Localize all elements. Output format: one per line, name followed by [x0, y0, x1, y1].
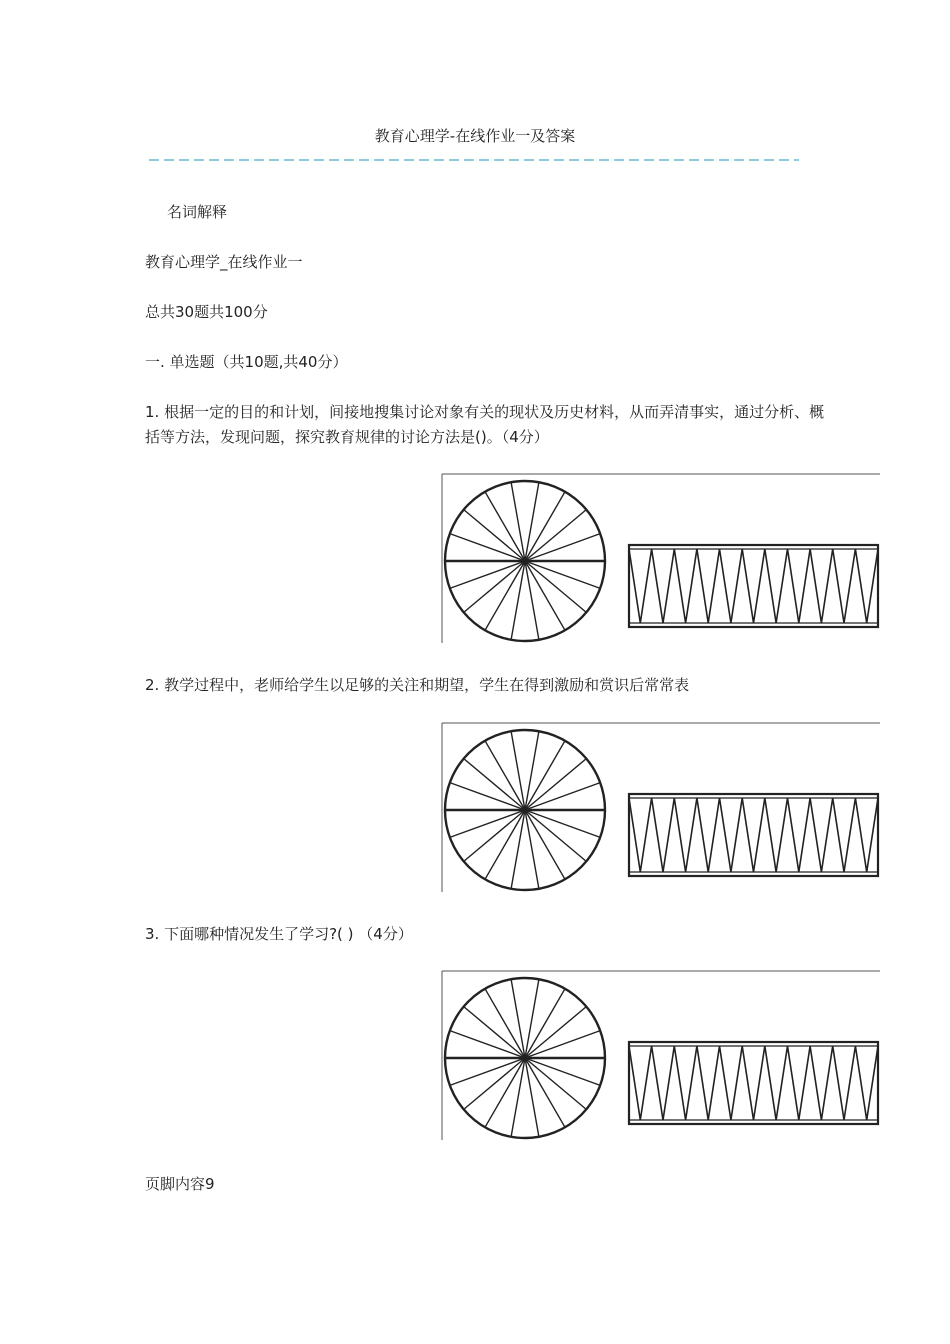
wheel-spoke: [525, 1031, 600, 1058]
wheel-spoke: [464, 1007, 525, 1058]
wheel-spoke: [525, 1058, 600, 1085]
wheel-spoke: [525, 759, 586, 810]
question-2-figure: [440, 722, 880, 894]
wheel-spoke: [464, 1058, 525, 1109]
question-1-figure: [440, 473, 880, 645]
wheel-spoke: [464, 759, 525, 810]
section-label: 名词解释: [167, 203, 228, 221]
zigzag-frame: [629, 794, 878, 876]
wheel-spoke: [525, 810, 600, 837]
wheel-spoke: [525, 1007, 586, 1058]
question-3: 3. 下面哪种情况发生了学习?( ) （4分）: [145, 925, 413, 943]
summary-line: 总共30题共100分: [145, 303, 268, 321]
question-1: 1. 根据一定的目的和计划，间接地搜集讨论对象有关的现状及历史材料，从而弄清事实，通过分析、概括等方法，发现问题，探究教育规律的讨论方法是()。（4分）: [145, 403, 825, 446]
question-2: 2. 教学过程中，老师给学生以足够的关注和期望，学生在得到激励和赏识后常常表: [145, 676, 690, 694]
wheel-spoke: [525, 534, 600, 561]
wheel-spoke: [450, 561, 525, 588]
course-line: 教育心理学_在线作业一: [145, 253, 303, 271]
zigzag-frame: [629, 1042, 878, 1124]
wheel-spoke: [525, 783, 600, 810]
question-3-figure: [440, 970, 880, 1142]
zigzag-line: [629, 549, 878, 623]
zigzag-frame: [629, 545, 878, 627]
wheel-spoke: [464, 561, 525, 612]
footer-text: 页脚内容9: [145, 1175, 215, 1193]
wheel-spoke: [450, 534, 525, 561]
wheel-spoke: [525, 561, 600, 588]
wheel-spoke: [450, 810, 525, 837]
wheel-spoke: [450, 783, 525, 810]
zigzag-line: [629, 1046, 878, 1120]
wheel-spoke: [450, 1058, 525, 1085]
wheel-spoke: [464, 510, 525, 561]
wheel-spoke: [525, 1058, 586, 1109]
wheel-spoke: [525, 561, 586, 612]
wheel-spoke: [464, 810, 525, 861]
part-heading: 一. 单选题（共10题,共40分）: [145, 353, 348, 371]
wheel-spoke: [525, 810, 586, 861]
wheel-spoke: [525, 510, 586, 561]
zigzag-line: [629, 798, 878, 872]
header-dashed-rule: [149, 152, 799, 166]
wheel-spoke: [450, 1031, 525, 1058]
document-title: 教育心理学-在线作业一及答案: [374, 127, 576, 145]
